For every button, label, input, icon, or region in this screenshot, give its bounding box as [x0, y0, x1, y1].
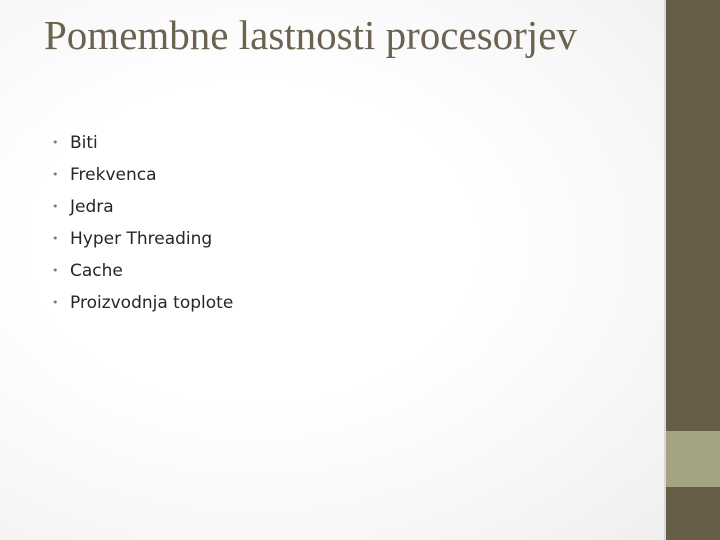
bullet-item	[52, 159, 612, 191]
bullet-icon: •	[52, 168, 59, 181]
bullet-item	[52, 287, 612, 319]
bullet-text: Biti	[70, 133, 98, 153]
bullet-item	[52, 255, 612, 287]
bullet-text: Jedra	[70, 197, 114, 217]
bullet-icon: •	[52, 296, 59, 309]
bullet-text: Proizvodnja toplote	[70, 293, 234, 313]
bullet-text: Cache	[70, 261, 123, 281]
bullet-item	[52, 191, 612, 223]
bullet-icon: •	[52, 200, 59, 213]
bullet-item	[52, 127, 612, 159]
bullet-icon: •	[52, 264, 59, 277]
bullet-text: Frekvenca	[70, 165, 157, 185]
slide-title: Pomembne lastnosti procesorjev	[44, 12, 577, 58]
bullet-text: Hyper Threading	[70, 229, 213, 249]
bullet-icon: •	[52, 232, 59, 245]
sidebar-band-accent	[666, 431, 720, 487]
bullet-item	[52, 223, 612, 255]
sidebar-band-bottom	[666, 487, 720, 540]
bullet-icon: •	[52, 136, 59, 149]
bullet-list	[52, 127, 612, 319]
sidebar-band-top	[666, 0, 720, 431]
